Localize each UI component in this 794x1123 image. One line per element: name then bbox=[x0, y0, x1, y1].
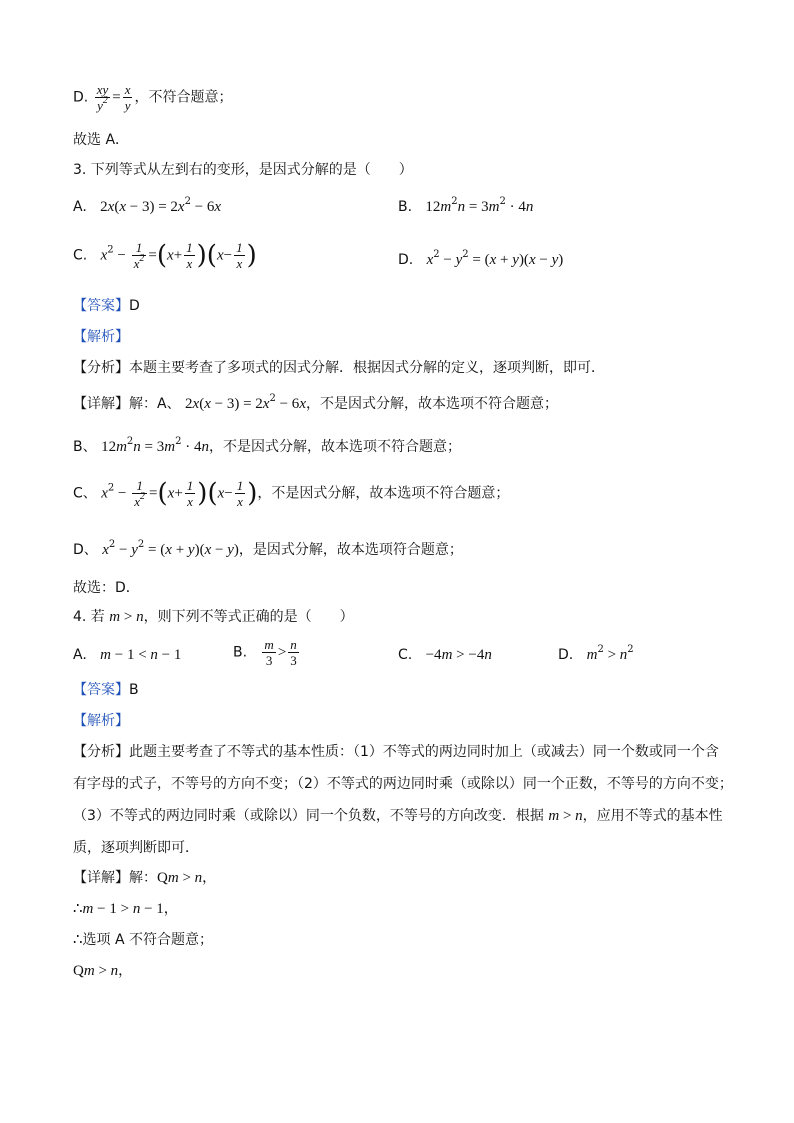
q4-fenxi-line3: （3）不等式的两边同时乘（或除以）同一个负数，不等号的方向改变．根据 m > n，应用不等式的基本性 bbox=[73, 808, 723, 824]
q4-detail: 【详解】解：Qm > n， bbox=[73, 870, 217, 886]
q3-analysis-tag: 【解析】 bbox=[73, 329, 129, 345]
q4-option-c: C. −4m > −4n bbox=[398, 647, 492, 663]
q3-stem: 3. 下列等式从左到右的变形，是因式分解的是（ ） bbox=[73, 162, 413, 178]
q4-option-d: D. $m^2 > n^2$ bbox=[558, 644, 634, 663]
q3-detail-d: D、 $x^2 - y^2 = (x + y)(x - y)$，是因式分解，故本选项符合题意； bbox=[73, 539, 463, 558]
q4-fenxi-line4: 质，逐项判断即可． bbox=[73, 840, 199, 856]
q3-option-b: B. $12m^2n = 3m^2 \cdot 4n$ bbox=[398, 196, 534, 215]
fraction-x-over-y: $\frac{x}{y}$ bbox=[124, 82, 131, 113]
q4-analysis-tag: 【解析】 bbox=[73, 713, 129, 729]
q3-option-d: D. $x^2 - y^2 = (x + y)(x - y)$ bbox=[398, 249, 564, 268]
fraction-xy-over-y2: $\frac{xy}{y^2}$ bbox=[96, 82, 109, 113]
q4-step-3: Qm > n， bbox=[73, 963, 133, 979]
q4-fenxi-line2: 有字母的式子，不等号的方向不变；（2）不等式的两边同时乘（或除以）同一个正数，不等号的方向不变； bbox=[73, 776, 733, 792]
q4-step-2: ∴选项 A 不符合题意； bbox=[73, 932, 214, 948]
prev-option-d: D. $\frac{xy}{y^2}$ = $\frac{x}{y}$ ，不符合题意； bbox=[73, 82, 233, 113]
q3-choice: 故选：D． bbox=[73, 580, 140, 596]
q4-answer: 【答案】B bbox=[73, 682, 139, 698]
prev-choice: 故选 A． bbox=[73, 132, 130, 148]
q3-detail-c: C、 $x^2$ − $\frac{1}{x^2}$ =(x+ $\frac{1}{x}$ )(x− $\frac{1}{x}$ )，不是因式分解，故本选项不符合题意； bbox=[73, 478, 510, 509]
q3-detail-a: 【详解】解：A、 $2x(x - 3) = 2x^2 - 6x$，不是因式分解，故本选项不符合题意； bbox=[73, 393, 558, 412]
q3-fenxi: 【分析】本题主要考查了多项式的因式分解．根据因式分解的定义，逐项判断，即可． bbox=[73, 360, 605, 376]
q4-stem: 4. 若 m > n，则下列不等式正确的是（ ） bbox=[73, 609, 354, 625]
q3-option-c: C. $x^2$ − $\frac{1}{x^2}$ =(x+ $\frac{1}{x}$ )(x− $\frac{1}{x}$ ) bbox=[73, 240, 257, 271]
q4-option-b: B. $\frac{m}{3}$ > $\frac{n}{3}$ bbox=[233, 637, 297, 668]
q3-answer: 【答案】D bbox=[73, 298, 140, 314]
q4-option-a: A. m − 1 < n − 1 bbox=[73, 647, 182, 663]
q4-step-1: ∴m − 1 > n − 1， bbox=[73, 901, 178, 917]
q4-fenxi-line1: 【分析】此题主要考查了不等式的基本性质：（1）不等式的两边同时加上（或减去）同一个数或同一个含 bbox=[73, 744, 719, 760]
q3-option-a: A. $2x(x - 3) = 2x^2 - 6x$ bbox=[73, 196, 222, 215]
q3-detail-b: B、 $12m^2n = 3m^2 \cdot 4n$，不是因式分解，故本选项不符合题意； bbox=[73, 436, 461, 455]
